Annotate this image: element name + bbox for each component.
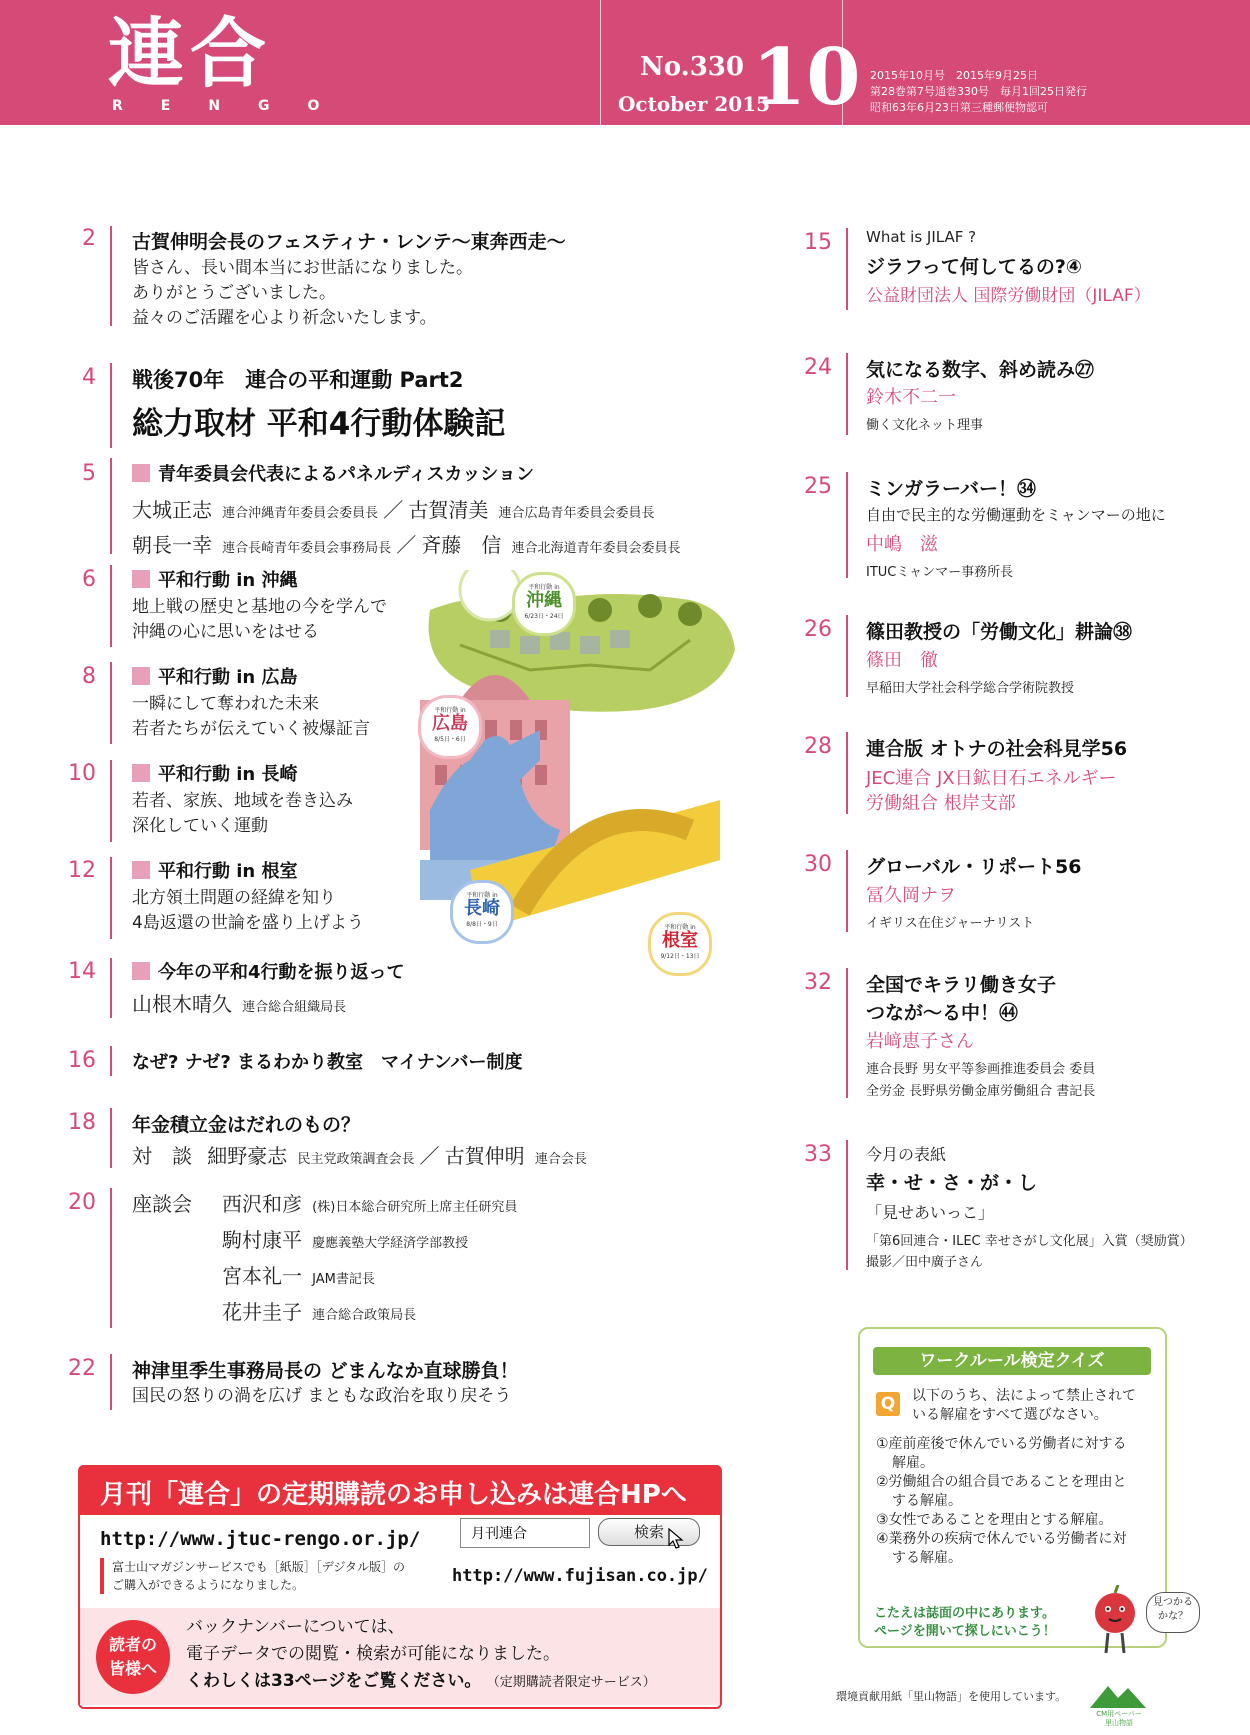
page-number: 8: [82, 664, 96, 689]
search-input[interactable]: [460, 1518, 590, 1548]
page-number: 14: [68, 959, 96, 984]
entry-line: 若者、家族、地域を巻き込み: [132, 791, 353, 811]
satoyama-logo-text: CM用ペーパー 里山物語: [1096, 1710, 1142, 1727]
header-divider: [600, 0, 601, 125]
peace-action-illustration: [390, 570, 770, 982]
entry-title: 連合版 オトナの社会科見学56: [866, 738, 1128, 760]
entry-title: 幸・せ・さ・が・し: [866, 1172, 1038, 1194]
entry-title: 神津里季生事務局長の どまんなか直球勝負！: [132, 1360, 519, 1382]
issue-number: No.330: [640, 52, 744, 82]
subscription-title: 月刊「連合」の定期購読のお申し込みは連合HPへ: [100, 1480, 687, 1510]
entry-role: ITUCミャンマー事務所長: [866, 565, 1014, 580]
fujisan-marker: [100, 1558, 104, 1594]
entry-desc: 「見せあいっこ」: [866, 1203, 995, 1222]
paper-note: 環境貢献用紙「里山物語」を使用しています。: [836, 1690, 1067, 1703]
entry-bar: [110, 662, 112, 744]
nagasaki-badge: 平和行動 in 長崎 8/8日・9日: [450, 880, 514, 944]
entry-line: 地上戦の歴史と基地の今を学んで: [132, 597, 387, 617]
square-bullet-icon: [132, 570, 150, 588]
entry-bar: [846, 732, 848, 814]
entry-author: 岩﨑恵子さん: [866, 1031, 974, 1052]
entry-line: 国民の怒りの渦を広げ まともな政治を取り戻そう: [132, 1386, 512, 1406]
page-number: 6: [82, 567, 96, 592]
page-number: 20: [68, 1190, 96, 1215]
entry-title: 青年委員会代表によるパネルディスカッション: [132, 460, 534, 486]
entry-role: 撮影／田中廣子さん: [866, 1255, 984, 1270]
entry-subtitle: 今月の表紙: [866, 1145, 947, 1164]
page-number: 4: [82, 365, 96, 390]
entry-line: 益々のご活躍を心より祈念いたします。: [132, 308, 437, 328]
entry-bar: [110, 1188, 112, 1328]
entry-title: 戦後70年 連合の平和運動 Part2: [132, 368, 464, 392]
panelist-line: 大城正志 連合沖縄青年委員会委員長 ／ 古賀清美 連合広島青年委員会委員長: [132, 498, 655, 522]
entry-title: 全国でキラリ働き女子: [866, 974, 1057, 996]
issue-big-number: 10: [752, 32, 861, 123]
entry-author: 労働組合 根岸支部: [866, 793, 1016, 814]
publication-info: 2015年10月号 2015年9月25日 第28巻第7号通巻330号 毎月1回25日発行 昭和63年6月23日第三種郵便物認可: [870, 69, 1087, 114]
quiz-header: ワークルール検定クイズ: [873, 1347, 1151, 1375]
fujisan-note: 富士山マガジンサービスでも［紙版］［デジタル版］の ご購入ができるようになりました。: [112, 1560, 405, 1592]
entry-line: 一瞬にして奪われた未来: [132, 694, 319, 714]
entry-bar: [110, 958, 112, 1018]
entry-bar: [846, 472, 848, 578]
entry-bar: [110, 1108, 112, 1168]
entry-line: 皆さん、長い間本当にお世話になりました。: [132, 258, 474, 278]
page-number: 28: [804, 734, 832, 759]
speech-bubble: 見つかる かな？: [1146, 1592, 1200, 1633]
quiz-options: ①産前産後で休んでいる労働者に対する 解雇。 ②労働組合の組合員であることを理由と する解雇。 ③女性であることを理由とする解雇。 ④業務外の疾病で休んでいる労働者に対 する解雇。: [876, 1436, 1127, 1566]
square-bullet-icon: [132, 764, 150, 782]
entry-bar: [110, 1046, 112, 1076]
rengo-logo-sub: RENGO: [112, 98, 358, 114]
entry-title: 平和行動 in 広島: [132, 663, 298, 689]
page-number: 2: [82, 226, 96, 251]
square-bullet-icon: [132, 464, 150, 482]
entry-line: 4島返還の世論を盛り上げよう: [132, 913, 364, 933]
entry-bar: [110, 1354, 112, 1410]
entry-desc: 自由で民主的な労働運動をミャンマーの地に: [866, 506, 1166, 524]
entry-title: 年金積立金はだれのもの？: [132, 1114, 361, 1136]
entry-line: 深化していく運動: [132, 816, 268, 836]
entry-role: イギリス在住ジャーナリスト: [866, 916, 1035, 931]
rengo-logo: 連合: [108, 9, 272, 98]
entry-author: 公益財団法人 国際労働財団（JILAF）: [866, 286, 1151, 306]
entry-title: 篠田教授の「労働文化」耕論㊳: [866, 621, 1133, 643]
okinawa-badge: 平和行動 in 沖縄 6/23日・24日: [512, 572, 576, 636]
entry-bar: [846, 353, 848, 435]
page-number: 5: [82, 461, 96, 486]
page-number: 33: [804, 1142, 832, 1167]
page-number: 15: [804, 230, 832, 255]
hiroshima-badge: 平和行動 in 広島 8/5日・6日: [418, 695, 482, 759]
entry-title: つなが〜る中！㊹: [866, 1002, 1019, 1024]
page-number: 32: [804, 970, 832, 995]
question-icon: Q: [876, 1392, 900, 1416]
page-number: 22: [68, 1356, 96, 1381]
nemuro-badge: 平和行動 in 根室 9/12日・13日: [648, 912, 712, 976]
entry-line: 沖縄の心に思いをはせる: [132, 622, 319, 642]
entry-bar: [110, 226, 112, 326]
participant: 西沢和彦 (株)日本総合研究所上席主任研究員: [222, 1192, 518, 1216]
dialogue-line: 対 談 細野豪志 民主党政策調査会長 ／ 古賀伸明 連合会長: [132, 1144, 587, 1168]
fujisan-url-link[interactable]: http://www.fujisan.co.jp/: [452, 1566, 708, 1586]
author-line: 山根木晴久 連合総合組織局長: [132, 992, 347, 1016]
quiz-question: 以下のうち、法によって禁止されて いる解雇をすべて選びなさい。: [912, 1388, 1136, 1423]
cursor-arrow-icon: [668, 1528, 686, 1550]
entry-bar: [846, 228, 848, 310]
feature-headline: 総力取材 平和4行動体験記: [132, 406, 506, 442]
panelist-line: 朝長一幸 連合長崎青年委員会事務局長 ／ 斉藤 信 連合北海道青年委員会委員長: [132, 533, 681, 557]
participant: 宮本礼一 JAM書記長: [222, 1264, 375, 1288]
entry-role: 全労金 長野県労働金庫労働組合 書記長: [866, 1084, 1096, 1099]
backnumber-text: バックナンバーについては、 電子データでの閲覧・検索が可能になりました。 くわしくは33ページをご覧ください。 （定期購読者限定サービス）: [186, 1617, 656, 1691]
quiz-answer-hint: こたえは誌面の中にあります。 ページを開いて探しにいこう！: [874, 1606, 1056, 1639]
page-number: 24: [804, 355, 832, 380]
entry-bar: [846, 850, 848, 932]
entry-author: 中嶋 滋: [866, 534, 938, 555]
reader-badge: 読者の 皆様へ: [96, 1620, 170, 1694]
entry-bar: [846, 615, 848, 697]
entry-title: なぜ? ナゼ? まるわかり教室 マイナンバー制度: [132, 1052, 523, 1073]
entry-author: 鈴木不二一: [866, 387, 956, 408]
entry-line: 若者たちが伝えていく被爆証言: [132, 719, 370, 739]
search-button[interactable]: 検索: [598, 1518, 700, 1546]
entry-title: 平和行動 in 根室: [132, 857, 298, 883]
entry-role: 「第6回連合・ILEC 幸せさがし文化展」入賞（奨励賞）: [866, 1234, 1193, 1249]
entry-role: 早稲田大学社会科学総合学術院教授: [866, 681, 1075, 696]
entry-title: グローバル・リポート56: [866, 856, 1082, 878]
apple-mascot-icon: [1090, 1585, 1140, 1657]
entry-role: 働く文化ネット理事: [866, 418, 984, 433]
entry-title: 気になる数字、斜め読み㉗: [866, 359, 1095, 381]
page-number: 25: [804, 474, 832, 499]
entry-title: 今年の平和4行動を振り返って: [132, 958, 405, 984]
entry-title: ミンガラーバー！㉞: [866, 478, 1037, 500]
square-bullet-icon: [132, 667, 150, 685]
entry-author: JEC連合 JX日鉱日石エネルギー: [866, 768, 1117, 789]
entry-bar: [110, 565, 112, 647]
page-number: 12: [68, 858, 96, 883]
rengo-url-link[interactable]: http://www.jtuc-rengo.or.jp/: [100, 1528, 421, 1550]
entry-title: 古賀伸明会長のフェスティナ・レンテ〜東奔西走〜: [132, 231, 566, 253]
entry-bar: [110, 363, 112, 448]
page-number: 26: [804, 617, 832, 642]
page-number: 10: [68, 761, 96, 786]
entry-line: 北方領土問題の経緯を知り: [132, 888, 336, 908]
participant: 駒村康平 慶應義塾大学経済学部教授: [222, 1228, 469, 1252]
page-number: 18: [68, 1110, 96, 1135]
satoyama-logo-icon: [1088, 1680, 1148, 1714]
page-number: 30: [804, 852, 832, 877]
entry-line: ありがとうございました。: [132, 283, 336, 303]
entry-title: ジラフって何してるの?④: [866, 256, 1082, 278]
entry-bar: [110, 760, 112, 842]
entry-bar: [110, 857, 112, 939]
square-bullet-icon: [132, 962, 150, 980]
entry-role: 連合長野 男女平等参画推進委員会 委員: [866, 1062, 1096, 1077]
entry-bar: [110, 458, 112, 554]
entry-subtitle: What is JILAF ?: [866, 228, 977, 246]
entry-author: 冨久岡ナヲ: [866, 885, 956, 906]
page-number: 16: [68, 1048, 96, 1073]
entry-author: 篠田 徹: [866, 650, 938, 671]
square-bullet-icon: [132, 861, 150, 879]
entry-bar: [846, 1140, 848, 1270]
roundtable-label: 座談会: [132, 1192, 192, 1216]
entry-bar: [846, 968, 848, 1098]
participant: 花井圭子 連合総合政策局長: [222, 1300, 417, 1324]
entry-title: 平和行動 in 沖縄: [132, 566, 298, 592]
issue-month: October 2015: [618, 92, 771, 116]
entry-title: 平和行動 in 長崎: [132, 760, 298, 786]
